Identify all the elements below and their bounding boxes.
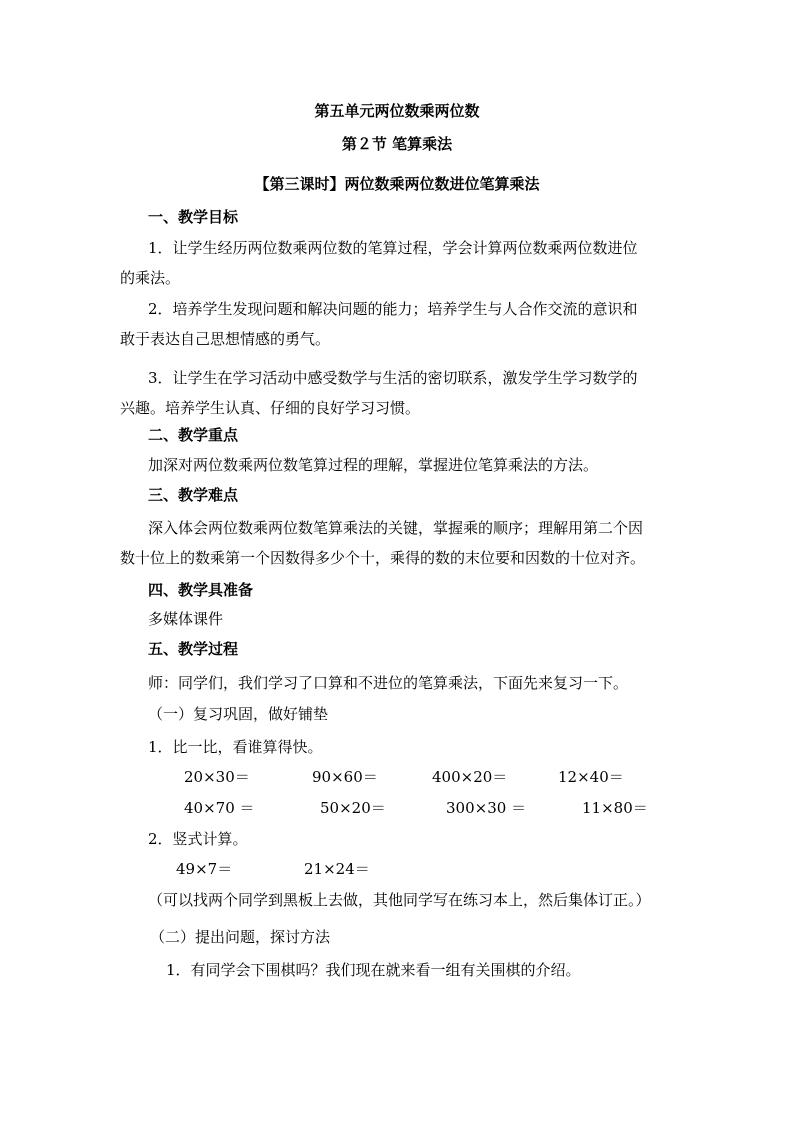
goal-3-line-2: 兴趣。培养学生认真、仔细的良好学习习惯。 [120, 399, 421, 417]
heading-goals: 一、教学目标 [148, 208, 239, 226]
part-1-heading: （一）复习巩固，做好铺垫 [148, 705, 329, 723]
exercise-item: 12×40＝ [558, 768, 624, 786]
question-1: 1．比一比，看谁算得快。 [148, 738, 323, 756]
exercise-item: 400×20＝ [432, 768, 508, 786]
goal-2-line-2: 敢于表达自己思想情感的勇气。 [120, 330, 331, 348]
heading-materials: 四、教学具准备 [148, 581, 254, 599]
teacher-intro: 师：同学们，我们学习了口算和不进位的笔算乘法，下面先来复习一下。 [148, 674, 629, 692]
goal-2-line-1: 2．培养学生发现问题和解决问题的能力；培养学生与人合作交流的意识和 [148, 300, 638, 318]
part-2-heading: （二）提出问题，探讨方法 [150, 928, 331, 946]
exercise-item: 90×60＝ [312, 768, 378, 786]
exercise-item: 300×30 ＝ [446, 799, 527, 817]
heading-key-points: 二、教学重点 [148, 426, 239, 444]
question-2: 2．竖式计算。 [148, 830, 248, 848]
goal-3-line-1: 3．让学生在学习活动中感受数学与生活的密切联系，激发学生学习数学的 [148, 369, 638, 387]
question-3: 1．有同学会下围棋吗？我们现在就来看一组有关围棋的介绍。 [166, 961, 581, 979]
goal-1-line-2: 的乘法。 [120, 269, 181, 287]
key-points-text: 加深对两位数乘两位数笔算过程的理解，掌握进位笔算乘法的方法。 [148, 456, 599, 474]
exercise-item: 40×70 ＝ [184, 799, 255, 817]
section-title: 第２节 笔算乘法 [341, 135, 453, 153]
goal-1-line-1: 1．让学生经历两位数乘两位数的笔算过程，学会计算两位数乘两位数进位 [148, 239, 638, 257]
lesson-title: 【第三课时】两位数乘两位数进位笔算乘法 [254, 175, 540, 193]
unit-title: 第五单元两位数乘两位数 [314, 102, 480, 120]
exercise-item: 20×30＝ [184, 768, 250, 786]
heading-process: 五、教学过程 [148, 640, 239, 658]
exercise-item: 50×20＝ [320, 799, 386, 817]
exercise-item: 21×24＝ [304, 860, 370, 878]
difficulties-line-2: 数十位上的数乘第一个因数得多少个十，乘得的数的末位要和因数的十位对齐。 [120, 549, 646, 567]
difficulties-line-1: 深入体会两位数乘两位数笔算乘法的关键，掌握乘的顺序；理解用第二个因 [148, 519, 644, 537]
exercise-item: 49×7＝ [176, 860, 233, 878]
materials-text: 多媒体课件 [148, 610, 224, 628]
exercise-item: 11×80＝ [582, 799, 648, 817]
instruction-note: （可以找两个同学到黑板上去做，其他同学写在练习本上，然后集体订正。） [148, 891, 651, 909]
heading-difficulties: 三、教学难点 [148, 486, 239, 504]
